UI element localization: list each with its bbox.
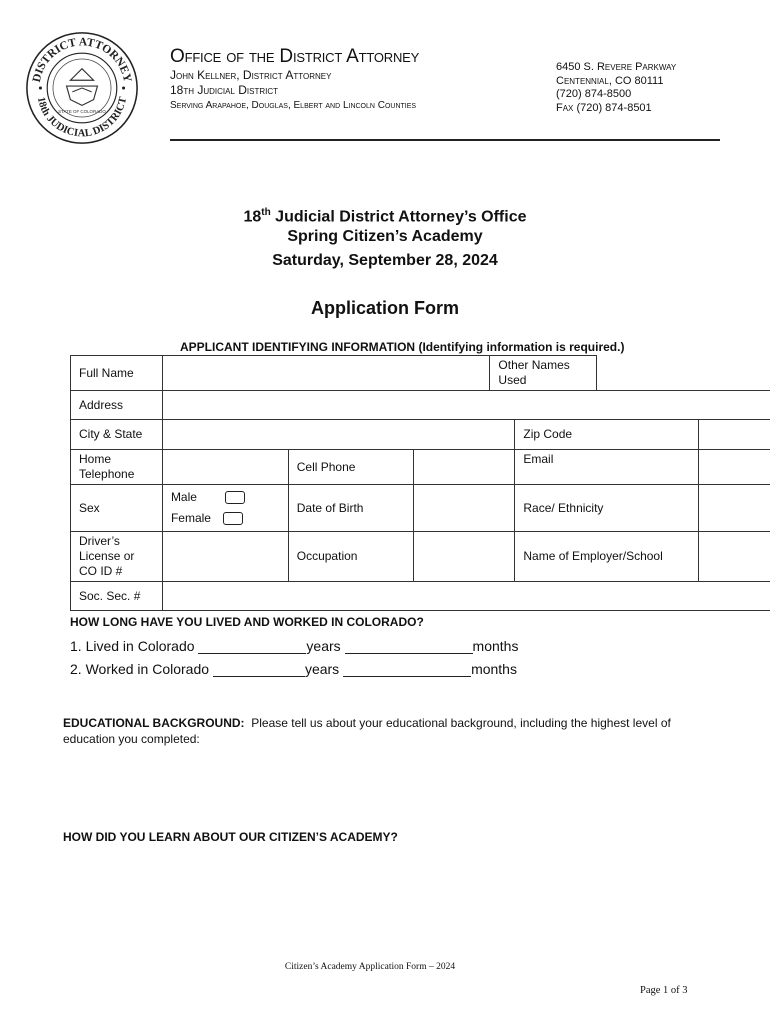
male-label: Male	[170, 490, 197, 504]
heading-academy: Spring Citizen’s Academy	[287, 228, 483, 245]
race-field[interactable]	[699, 485, 770, 532]
occupation-field[interactable]	[413, 532, 515, 582]
ssn-label: Soc. Sec. #	[71, 582, 163, 611]
cell-phone-field[interactable]	[413, 450, 515, 485]
email-field[interactable]	[699, 450, 770, 485]
city-state-label: City & State	[71, 420, 163, 450]
other-names-label: Other Names Used	[490, 356, 597, 391]
office-fax: Fax (720) 874-8501	[556, 101, 652, 114]
full-name-label: Full Name	[71, 356, 163, 391]
office-phone: (720) 874-8500	[556, 88, 632, 100]
cell-phone-label: Cell Phone	[288, 450, 413, 485]
letterhead	[170, 46, 419, 113]
email-label: Email	[515, 450, 699, 485]
letterhead-divider	[170, 139, 720, 141]
seal-bottom-text: 18th JUDICIAL DISTRICT	[34, 96, 130, 140]
office-title: Office of the District Attorney	[170, 46, 420, 67]
district-name: 18th Judicial District	[170, 83, 279, 97]
dob-field[interactable]	[413, 485, 515, 532]
residency-question: HOW LONG HAVE YOU LIVED AND WORKED IN COLORADO?	[70, 615, 424, 629]
education-label: EDUCATIONAL BACKGROUND:	[63, 716, 245, 730]
page-number: Page 1 of 3	[640, 985, 688, 996]
sex-label: Sex	[71, 485, 163, 532]
form-title: Application Form	[311, 298, 459, 318]
ssn-field[interactable]	[162, 582, 770, 611]
lived-years-field[interactable]	[198, 639, 306, 654]
female-checkbox[interactable]	[223, 512, 243, 525]
employer-field[interactable]	[699, 532, 770, 582]
counties-served: Serving Arapahoe, Douglas, Elbert and Lincoln Counties	[170, 100, 417, 111]
seal-top-text: DISTRICT ATTORNEY	[29, 35, 135, 84]
zip-label: Zip Code	[515, 420, 699, 450]
employer-label: Name of Employer/School	[515, 532, 699, 582]
home-phone-label: Home Telephone	[71, 450, 163, 485]
office-address: 6450 S. Revere Parkway	[556, 61, 677, 73]
address-field[interactable]	[162, 391, 770, 420]
female-label: Female	[170, 511, 211, 525]
district-attorney-seal	[24, 30, 140, 146]
footer-form-name: Citizen’s Academy Application Form – 2024	[284, 962, 456, 972]
lived-in-colorado-line: 1. Lived in Colorado years months	[70, 638, 519, 654]
male-checkbox[interactable]	[225, 491, 245, 504]
applicant-section-title: APPLICANT IDENTIFYING INFORMATION (Identifying information is required.)	[180, 340, 625, 354]
lived-months-field[interactable]	[345, 639, 473, 654]
education-section	[63, 715, 713, 747]
zip-field[interactable]	[699, 420, 770, 450]
applicant-info-table	[70, 355, 770, 611]
sex-options	[162, 485, 288, 532]
drivers-license-label: Driver’s License or CO ID #	[71, 532, 163, 582]
city-state-field[interactable]	[162, 420, 514, 450]
address-label: Address	[71, 391, 163, 420]
worked-years-field[interactable]	[213, 662, 305, 677]
worked-in-colorado-line: 2. Worked in Colorado years months	[70, 661, 517, 677]
heading-office: 18th Judicial District Attorney’s Office	[243, 207, 527, 226]
worked-months-field[interactable]	[343, 662, 471, 677]
other-names-field[interactable]	[597, 356, 770, 391]
home-phone-field[interactable]	[162, 450, 288, 485]
learn-question: HOW DID YOU LEARN ABOUT OUR CITIZEN’S ACADEMY?	[63, 830, 398, 844]
race-label: Race/ Ethnicity	[515, 485, 699, 532]
da-name: John Kellner, District Attorney	[170, 68, 332, 82]
office-city: Centennial, CO 80111	[556, 74, 664, 87]
full-name-field[interactable]	[162, 356, 489, 391]
office-contact	[556, 61, 676, 115]
occupation-label: Occupation	[288, 532, 413, 582]
seal-inner-text: STATE OF COLORADO	[58, 109, 106, 115]
education-prompt: Please tell us about your educational background, including the highest level of education you completed:	[63, 716, 671, 746]
dob-label: Date of Birth	[288, 485, 413, 532]
drivers-license-field[interactable]	[162, 532, 288, 582]
heading-date: Saturday, September 28, 2024	[272, 252, 498, 269]
svg-text:DISTRICT ATTORNEY	[30, 35, 134, 84]
